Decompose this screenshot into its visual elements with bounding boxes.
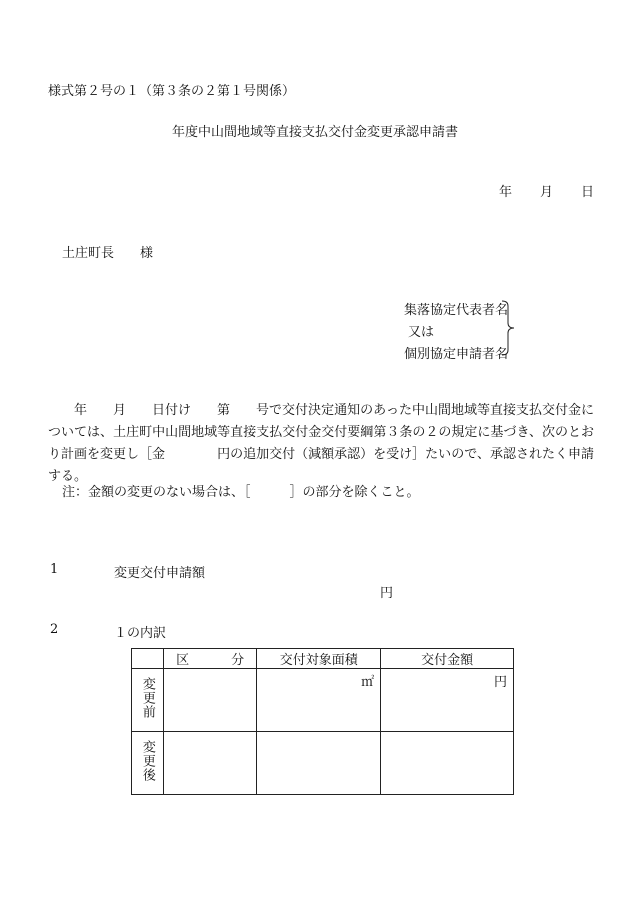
header-category: 区 分: [163, 649, 256, 669]
table-row: [132, 669, 514, 732]
section-1-yen-unit: 円: [380, 586, 394, 601]
section-2-label: １の内訳: [114, 626, 167, 641]
section-2-number: 2: [50, 622, 59, 637]
date-line: [499, 181, 594, 200]
header-amount: 交付金額: [381, 649, 514, 669]
date-month: 月: [539, 185, 553, 200]
cell-area-after[interactable]: [257, 732, 381, 795]
addressee-honorific: 様: [140, 246, 154, 261]
document-title: 年度中山間地域等直接支払交付金変更承認申請書: [171, 125, 458, 140]
date-year: 年: [498, 185, 512, 200]
row-label-before: 変更前: [132, 669, 164, 732]
breakdown-table: [131, 648, 514, 795]
cell-area-before[interactable]: ㎡: [257, 669, 381, 732]
addressee-name: 土庄町長: [62, 246, 115, 261]
applicant-block: [388, 300, 508, 366]
cell-amount-before[interactable]: 円: [381, 669, 514, 732]
cell-category-after[interactable]: [163, 732, 256, 795]
section-1-label: 変更交付申請額: [114, 566, 206, 581]
date-day: 日: [580, 185, 594, 200]
header-blank: [132, 649, 164, 669]
addressee: [62, 242, 153, 261]
note: 注：金額の変更のない場合は、［ ］の部分を除くこと。: [62, 485, 420, 500]
section-1-number: 1: [50, 562, 59, 577]
row-label-after: 変更後: [132, 732, 164, 795]
header-area: 交付対象面積: [257, 649, 381, 669]
cell-category-before[interactable]: [163, 669, 256, 732]
table-header-row: [132, 649, 514, 669]
applicant-line-2: 又は: [408, 325, 435, 340]
table-row: [132, 732, 514, 795]
applicant-line-1: 集落協定代表者名: [403, 303, 508, 318]
cell-amount-after[interactable]: [381, 732, 514, 795]
form-label: 様式第２号の１（第３条の２第１号関係）: [48, 84, 296, 99]
brace-icon: [501, 300, 515, 356]
applicant-line-3: 個別協定申請者名: [403, 347, 508, 362]
body-paragraph: 年 月 日付け 第 号で交付決定通知のあった中山間地域等直接支払交付金については、土庄町中山間地域等直接支払交付金交付要綱第３条の２の規定に基づき、次のとおり計画を変更し［金 円の追加交付（減額承認）を受け］たいので、承認されたく申請する。: [48, 403, 594, 484]
